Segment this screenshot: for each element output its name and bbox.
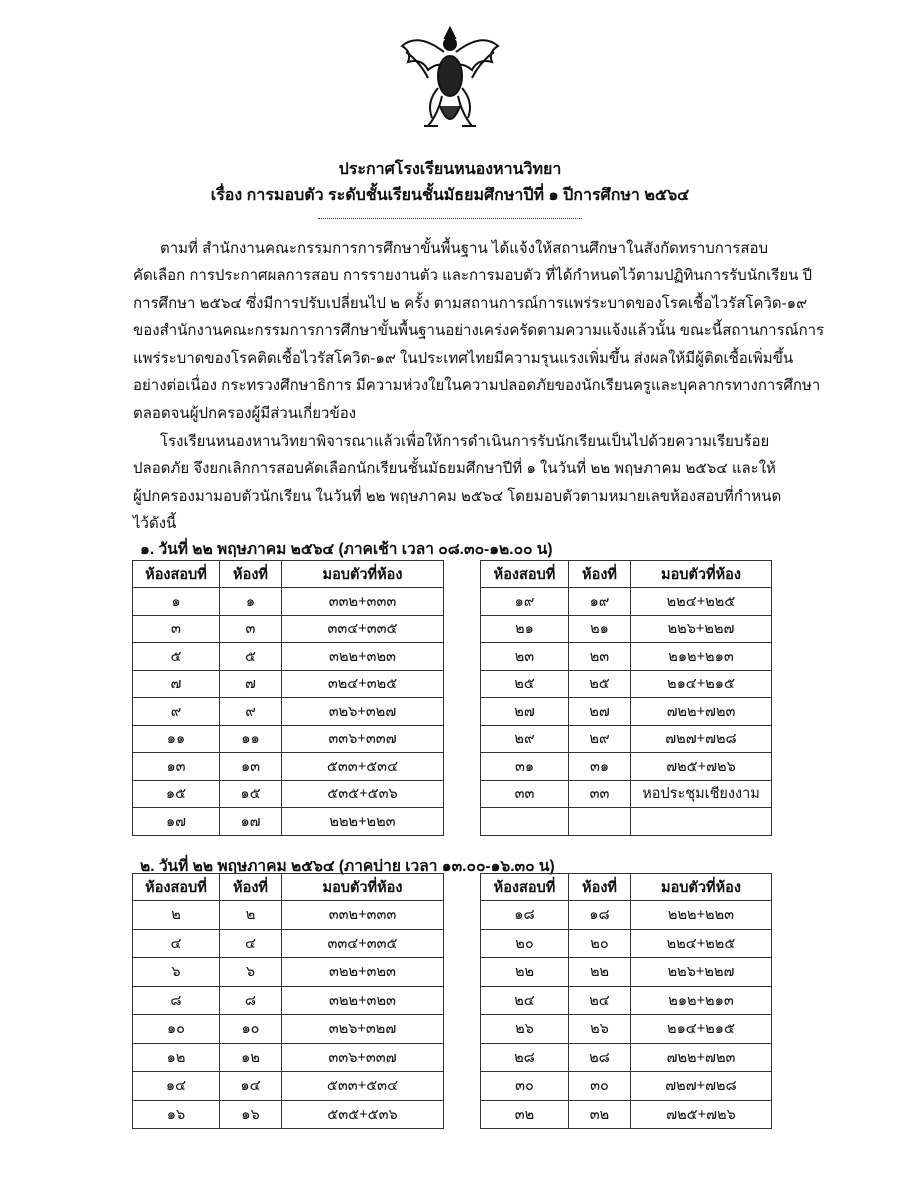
- exam-room-cell: ๑๘: [481, 901, 569, 930]
- room-cell: ๑๐: [220, 1015, 282, 1044]
- report-room-cell: ๒๒๒+๒๒๓: [282, 808, 444, 836]
- table-row: [133, 588, 444, 616]
- room-cell: ๒๓: [569, 643, 631, 671]
- room-cell: ๕: [220, 643, 282, 671]
- room-cell: ๒๕: [569, 670, 631, 698]
- section-1-heading: ๑. วันที่ ๒๒ พฤษภาคม ๒๕๖๔ (ภาคเช้า เวลา ๐๘.๓๐-๑๒.๐๐ น): [140, 541, 553, 558]
- report-room-cell: ๒๑๔+๒๑๕: [631, 670, 772, 698]
- exam-room-cell: ๒: [133, 901, 220, 930]
- table-row: [481, 670, 772, 698]
- report-room-cell: ๓๒๒+๓๒๓: [282, 643, 444, 671]
- table-row: [481, 986, 772, 1015]
- table-row: [481, 958, 772, 987]
- announcement-subject: เรื่อง การมอบตัว ระดับชั้นเรียนชั้นมัธยมศึกษาปีที่ ๑ ปีการศึกษา ๒๕๖๔: [210, 187, 690, 204]
- report-room-cell: ๓๒๔+๓๒๕: [282, 670, 444, 698]
- room-cell: ๑: [220, 588, 282, 616]
- report-room-cell: ๓๒๖+๓๒๗: [282, 1015, 444, 1044]
- table-row: [133, 1072, 444, 1101]
- table-row: [481, 753, 772, 781]
- exam-room-cell: ๑๖: [133, 1100, 220, 1129]
- report-room-cell: ๒๒๔+๒๒๕: [631, 929, 772, 958]
- body-line: ของสำนักงานคณะกรรมการการศึกษาขั้นพื้นฐานอย่างเคร่งครัดตามความแจ้งแล้วนั้น ขณะนี้สถานการณ์การ: [133, 322, 825, 339]
- exam-room-cell: ๗: [133, 670, 220, 698]
- report-room-cell: ๕๓๕+๕๓๖: [282, 780, 444, 808]
- exam-room-cell: ๑๓: [133, 753, 220, 781]
- exam-room-cell: ๒๘: [481, 1043, 569, 1072]
- report-room-cell: ๗๒๗+๗๒๘: [631, 1072, 772, 1101]
- report-room-cell: ๓๒๒+๓๒๓: [282, 958, 444, 987]
- table-row: [133, 929, 444, 958]
- divider: [318, 218, 582, 219]
- room-cell: ๓๑: [569, 753, 631, 781]
- room-cell: ๓๐: [569, 1072, 631, 1101]
- room-table-1-right: [480, 560, 772, 836]
- table-row: [133, 986, 444, 1015]
- table-row: [133, 698, 444, 726]
- room-cell: ๓๒: [569, 1100, 631, 1129]
- room-cell: ๒๙: [569, 725, 631, 753]
- exam-room-cell: ๑๔: [133, 1072, 220, 1101]
- exam-room-cell: ๑๗: [133, 808, 220, 836]
- room-cell: ๑๔: [220, 1072, 282, 1101]
- exam-room-cell: ๙: [133, 698, 220, 726]
- room-cell: ๘: [220, 986, 282, 1015]
- table-row: [481, 1015, 772, 1044]
- body-line: ผู้ปกครองมามอบตัวนักเรียน ในวันที่ ๒๒ พฤษภาคม ๒๕๖๔ โดยมอบตัวตามหมายเลขห้องสอบที่กำหนด: [133, 488, 782, 505]
- report-room-cell: ๓๓๖+๓๓๗: [282, 1043, 444, 1072]
- room-cell: ๒๔: [569, 986, 631, 1015]
- body-line: ตลอดจนผู้ปกครองผู้มีส่วนเกี่ยวข้อง: [133, 405, 357, 422]
- announcement-title: ประกาศโรงเรียนหนองหานวิทยา: [338, 161, 562, 178]
- room-cell: ๑๑: [220, 725, 282, 753]
- room-cell: ๒๖: [569, 1015, 631, 1044]
- room-cell: ๓๓: [569, 780, 631, 808]
- table-row: [481, 929, 772, 958]
- room-cell: ๑๕: [220, 780, 282, 808]
- table-row: [133, 753, 444, 781]
- table-row: [133, 808, 444, 836]
- room-cell: ๑๖: [220, 1100, 282, 1129]
- exam-room-cell: ๘: [133, 986, 220, 1015]
- room-cell: ๒๘: [569, 1043, 631, 1072]
- room-cell: ๒: [220, 901, 282, 930]
- body-line: โรงเรียนหนองหานวิทยาพิจารณาแล้วเพื่อให้การดำเนินการรับนักเรียนเป็นไปด้วยความเรียบร้อย: [160, 433, 770, 450]
- exam-room-cell: ๓๐: [481, 1072, 569, 1101]
- report-room-cell: ๓๓๒+๓๓๓: [282, 588, 444, 616]
- table-row: [133, 725, 444, 753]
- column-header: ห้องที่: [220, 561, 282, 588]
- column-header: ห้องที่: [569, 561, 631, 588]
- column-header: ห้องที่: [569, 874, 631, 901]
- body-line: อย่างต่อเนื่อง กระทรวงศึกษาธิการ มีความห่วงใยในความปลอดภัยของนักเรียนครูและบุคลากรทางการศึกษา: [133, 377, 821, 394]
- body-line: ตามที่ สำนักงานคณะกรรมการการศึกษาขั้นพื้นฐาน ได้แจ้งให้สถานศึกษาในสังกัดทราบการสอบ: [160, 240, 769, 257]
- report-room-cell: ๓๓๒+๓๓๓: [282, 901, 444, 930]
- table-row: [481, 1072, 772, 1101]
- report-room-cell: ๓๓๔+๓๓๕: [282, 929, 444, 958]
- report-room-cell: ๕๓๓+๕๓๔: [282, 753, 444, 781]
- exam-room-cell: [481, 808, 569, 836]
- report-room-cell: ๒๑๒+๒๑๓: [631, 643, 772, 671]
- body-line: คัดเลือก การประกาศผลการสอบ การรายงานตัว และการมอบตัว ที่ได้กำหนดไว้ตามปฏิทินการรับนักเรียน ปี: [133, 267, 813, 284]
- column-header: ห้องสอบที่: [481, 874, 569, 901]
- report-room-cell: ๓๓๔+๓๓๕: [282, 615, 444, 643]
- exam-room-cell: ๓๓: [481, 780, 569, 808]
- room-cell: ๑๓: [220, 753, 282, 781]
- report-room-cell: ๗๒๒+๗๒๓: [631, 698, 772, 726]
- exam-room-cell: ๑: [133, 588, 220, 616]
- report-room-cell: ๓๒๒+๓๒๓: [282, 986, 444, 1015]
- table-row: [481, 780, 772, 808]
- exam-room-cell: ๒๕: [481, 670, 569, 698]
- room-cell: ๑๒: [220, 1043, 282, 1072]
- table-row: [481, 725, 772, 753]
- room-table-2-right: [480, 873, 772, 1129]
- exam-room-cell: ๒๖: [481, 1015, 569, 1044]
- report-room-cell: ๓๒๖+๓๒๗: [282, 698, 444, 726]
- exam-room-cell: ๒๑: [481, 615, 569, 643]
- column-header: มอบตัวที่ห้อง: [282, 561, 444, 588]
- report-room-cell: ๕๓๕+๕๓๖: [282, 1100, 444, 1129]
- report-room-cell: ๗๒๒+๗๒๓: [631, 1043, 772, 1072]
- room-cell: ๒๒: [569, 958, 631, 987]
- table-row: [133, 643, 444, 671]
- exam-room-cell: ๑๕: [133, 780, 220, 808]
- room-cell: [569, 808, 631, 836]
- table-row: [481, 698, 772, 726]
- report-room-cell: ๒๒๖+๒๒๗: [631, 958, 772, 987]
- room-cell: ๔: [220, 929, 282, 958]
- table-row: [133, 1043, 444, 1072]
- room-table-2-left: [132, 873, 444, 1129]
- table-row: [481, 588, 772, 616]
- exam-room-cell: ๓๑: [481, 753, 569, 781]
- body-line: ไว้ดังนี้: [133, 515, 177, 532]
- report-room-cell: ๕๓๓+๕๓๔: [282, 1072, 444, 1101]
- table-row: [133, 1015, 444, 1044]
- table-row: [481, 808, 772, 836]
- room-cell: ๒๐: [569, 929, 631, 958]
- table-row: [133, 901, 444, 930]
- table-row: [133, 958, 444, 987]
- table-row: [481, 643, 772, 671]
- section-2-heading: ๒. วันที่ ๒๒ พฤษภาคม ๒๕๖๔ (ภาคบ่าย เวลา ๑๓.๐๐-๑๖.๓๐ น): [140, 858, 555, 875]
- room-cell: ๑๗: [220, 808, 282, 836]
- exam-room-cell: ๑๐: [133, 1015, 220, 1044]
- report-room-cell: ๒๑๔+๒๑๕: [631, 1015, 772, 1044]
- report-room-cell: ๓๓๖+๓๓๗: [282, 725, 444, 753]
- body-line: แพร่ระบาดของโรคติดเชื้อไวรัสโควิด-๑๙ ในประเทศไทยมีความรุนแรงเพิ่มขึ้น ส่งผลให้มีผู้ติดเชื้อเพิ่มขึ้น: [133, 350, 794, 367]
- table-row: [133, 1100, 444, 1129]
- report-room-cell: ๗๒๗+๗๒๘: [631, 725, 772, 753]
- column-header: ห้องที่: [220, 874, 282, 901]
- exam-room-cell: ๕: [133, 643, 220, 671]
- room-cell: ๑๘: [569, 901, 631, 930]
- room-cell: ๒๗: [569, 698, 631, 726]
- exam-room-cell: ๑๙: [481, 588, 569, 616]
- column-header: ห้องสอบที่: [133, 874, 220, 901]
- column-header: มอบตัวที่ห้อง: [282, 874, 444, 901]
- column-header: ห้องสอบที่: [481, 561, 569, 588]
- exam-room-cell: ๒๔: [481, 986, 569, 1015]
- report-room-cell: ๒๒๖+๒๒๗: [631, 615, 772, 643]
- exam-room-cell: ๓๒: [481, 1100, 569, 1129]
- report-room-cell: ๗๒๕+๗๒๖: [631, 753, 772, 781]
- column-header: มอบตัวที่ห้อง: [631, 561, 772, 588]
- report-room-cell: [631, 808, 772, 836]
- room-cell: ๓: [220, 615, 282, 643]
- table-row: [133, 615, 444, 643]
- report-room-cell: ๒๒๔+๒๒๕: [631, 588, 772, 616]
- exam-room-cell: ๒๒: [481, 958, 569, 987]
- exam-room-cell: ๑๒: [133, 1043, 220, 1072]
- report-room-cell: ๒๒๒+๒๒๓: [631, 901, 772, 930]
- report-room-cell: ๒๑๒+๒๑๓: [631, 986, 772, 1015]
- exam-room-cell: ๓: [133, 615, 220, 643]
- exam-room-cell: ๒๙: [481, 725, 569, 753]
- column-header: ห้องสอบที่: [133, 561, 220, 588]
- table-row: [481, 901, 772, 930]
- room-cell: ๖: [220, 958, 282, 987]
- body-line: การศึกษา ๒๕๖๔ ซึ่งมีการปรับเปลี่ยนไป ๒ ครั้ง ตามสถานการณ์การแพร่ระบาดของโรคเชื้อไวรัสโควิด-๑๙: [133, 295, 808, 312]
- table-row: [133, 670, 444, 698]
- garuda-emblem-icon: [398, 22, 502, 134]
- table-row: [133, 780, 444, 808]
- room-cell: ๙: [220, 698, 282, 726]
- room-table-1-left: [132, 560, 444, 836]
- column-header: มอบตัวที่ห้อง: [631, 874, 772, 901]
- body-line: ปลอดภัย จึงยกเลิกการสอบคัดเลือกนักเรียนชั้นมัธยมศึกษาปีที่ ๑ ในวันที่ ๒๒ พฤษภาคม ๒๕๖๔ และให้: [133, 460, 776, 477]
- exam-room-cell: ๔: [133, 929, 220, 958]
- room-cell: ๗: [220, 670, 282, 698]
- exam-room-cell: ๒๗: [481, 698, 569, 726]
- room-cell: ๒๑: [569, 615, 631, 643]
- report-room-cell: หอประชุมเชียงงาม: [631, 780, 772, 808]
- table-row: [481, 1100, 772, 1129]
- exam-room-cell: ๒๐: [481, 929, 569, 958]
- exam-room-cell: ๖: [133, 958, 220, 987]
- room-cell: ๑๙: [569, 588, 631, 616]
- exam-room-cell: ๒๓: [481, 643, 569, 671]
- exam-room-cell: ๑๑: [133, 725, 220, 753]
- report-room-cell: ๗๒๕+๗๒๖: [631, 1100, 772, 1129]
- table-row: [481, 615, 772, 643]
- table-row: [481, 1043, 772, 1072]
